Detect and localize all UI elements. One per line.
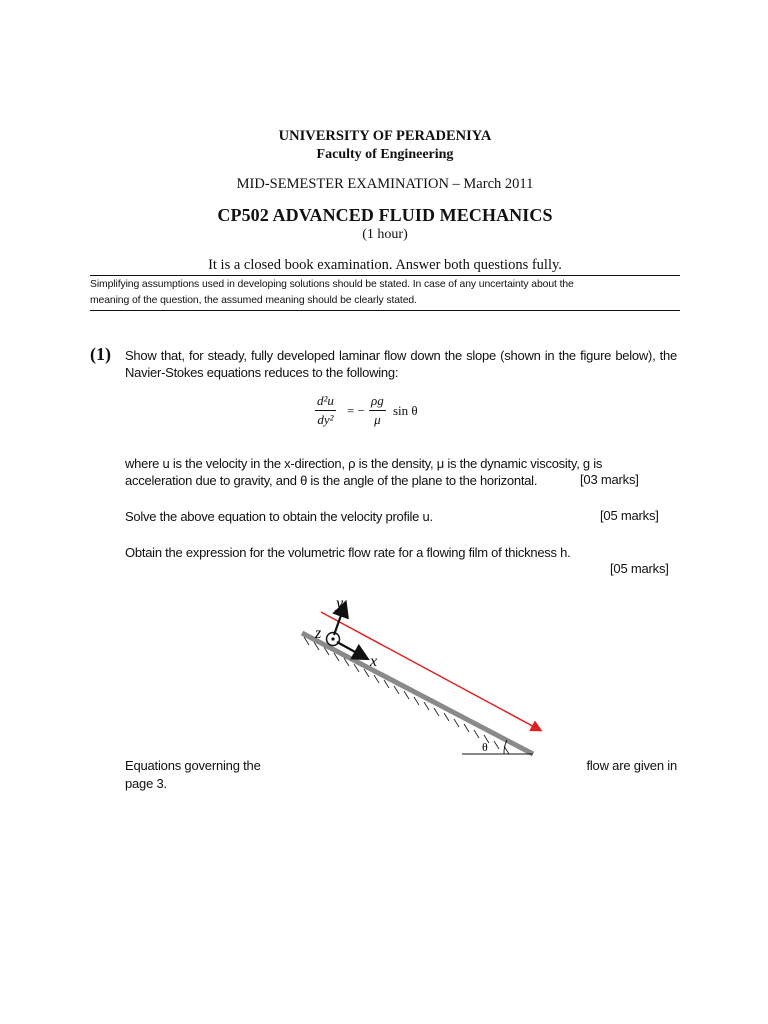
rhs-denominator: μ — [374, 412, 381, 427]
governing-text-page: page 3. — [125, 776, 167, 791]
top-divider — [90, 275, 680, 276]
exam-duration: (1 hour) — [362, 227, 408, 242]
flow-arrow — [321, 612, 540, 730]
lhs-numerator: d²u — [315, 393, 336, 411]
closed-book-note: It is a closed book examination. Answer both questions fully. — [208, 257, 562, 273]
hatch-marks — [304, 637, 509, 754]
marks-part-2: [05 marks] — [600, 508, 659, 523]
university-name: UNIVERSITY OF PERADENIYA — [278, 128, 492, 144]
marks-part-3: [05 marks] — [610, 561, 669, 576]
exam-title: MID-SEMESTER EXAMINATION – March 2011 — [236, 176, 534, 192]
where-line-2: acceleration due to gravity, and θ is the angle of the plane to the horizontal. — [125, 473, 538, 488]
flow-rate-instruction: Obtain the expression for the volumetric flow rate for a flowing film of thickness h. — [125, 545, 571, 560]
navier-stokes-equation — [305, 393, 465, 443]
faculty-name: Faculty of Engineering — [316, 147, 454, 162]
lhs-denominator: dy² — [317, 412, 334, 427]
equation-trail: sin θ — [393, 403, 418, 418]
z-axis-dot — [331, 637, 334, 640]
course-title: CP502 ADVANCED FLUID MECHANICS — [217, 205, 553, 225]
lhs-fraction — [315, 393, 336, 428]
rhs-fraction — [369, 393, 386, 428]
governing-text-right: flow are given in — [586, 758, 677, 773]
rhs-numerator: ρg — [369, 393, 386, 411]
bottom-divider — [90, 310, 680, 311]
instructions-line-1: Simplifying assumptions used in developing solutions should be stated. In case of any uncertainty about the — [90, 279, 574, 290]
instructions-line-2: meaning of the question, the assumed meaning should be clearly stated. — [90, 295, 417, 306]
instructions-box — [90, 277, 680, 309]
question-number: (1) — [90, 344, 111, 364]
where-line-1: where u is the velocity in the x-direction, ρ is the density, μ is the dynamic viscosity, g is — [125, 456, 603, 471]
governing-text-left: Equations governing the — [125, 758, 261, 773]
theta-label: θ — [482, 740, 488, 754]
solve-instruction: Solve the above equation to obtain the velocity profile u. — [125, 509, 433, 524]
marks-part-1: [03 marks] — [580, 472, 639, 487]
question-intro: Show that, for steady, fully developed laminar flow down the slope (shown in the figure below), the Navier-Stokes equations reduces to the following: — [125, 348, 677, 380]
y-axis-label: y — [336, 595, 344, 612]
slope-figure — [290, 590, 550, 760]
equation-operator: = − — [347, 403, 365, 418]
inclined-plane — [302, 633, 533, 754]
x-axis-label: x — [370, 653, 378, 670]
z-axis-label: z — [315, 625, 322, 642]
